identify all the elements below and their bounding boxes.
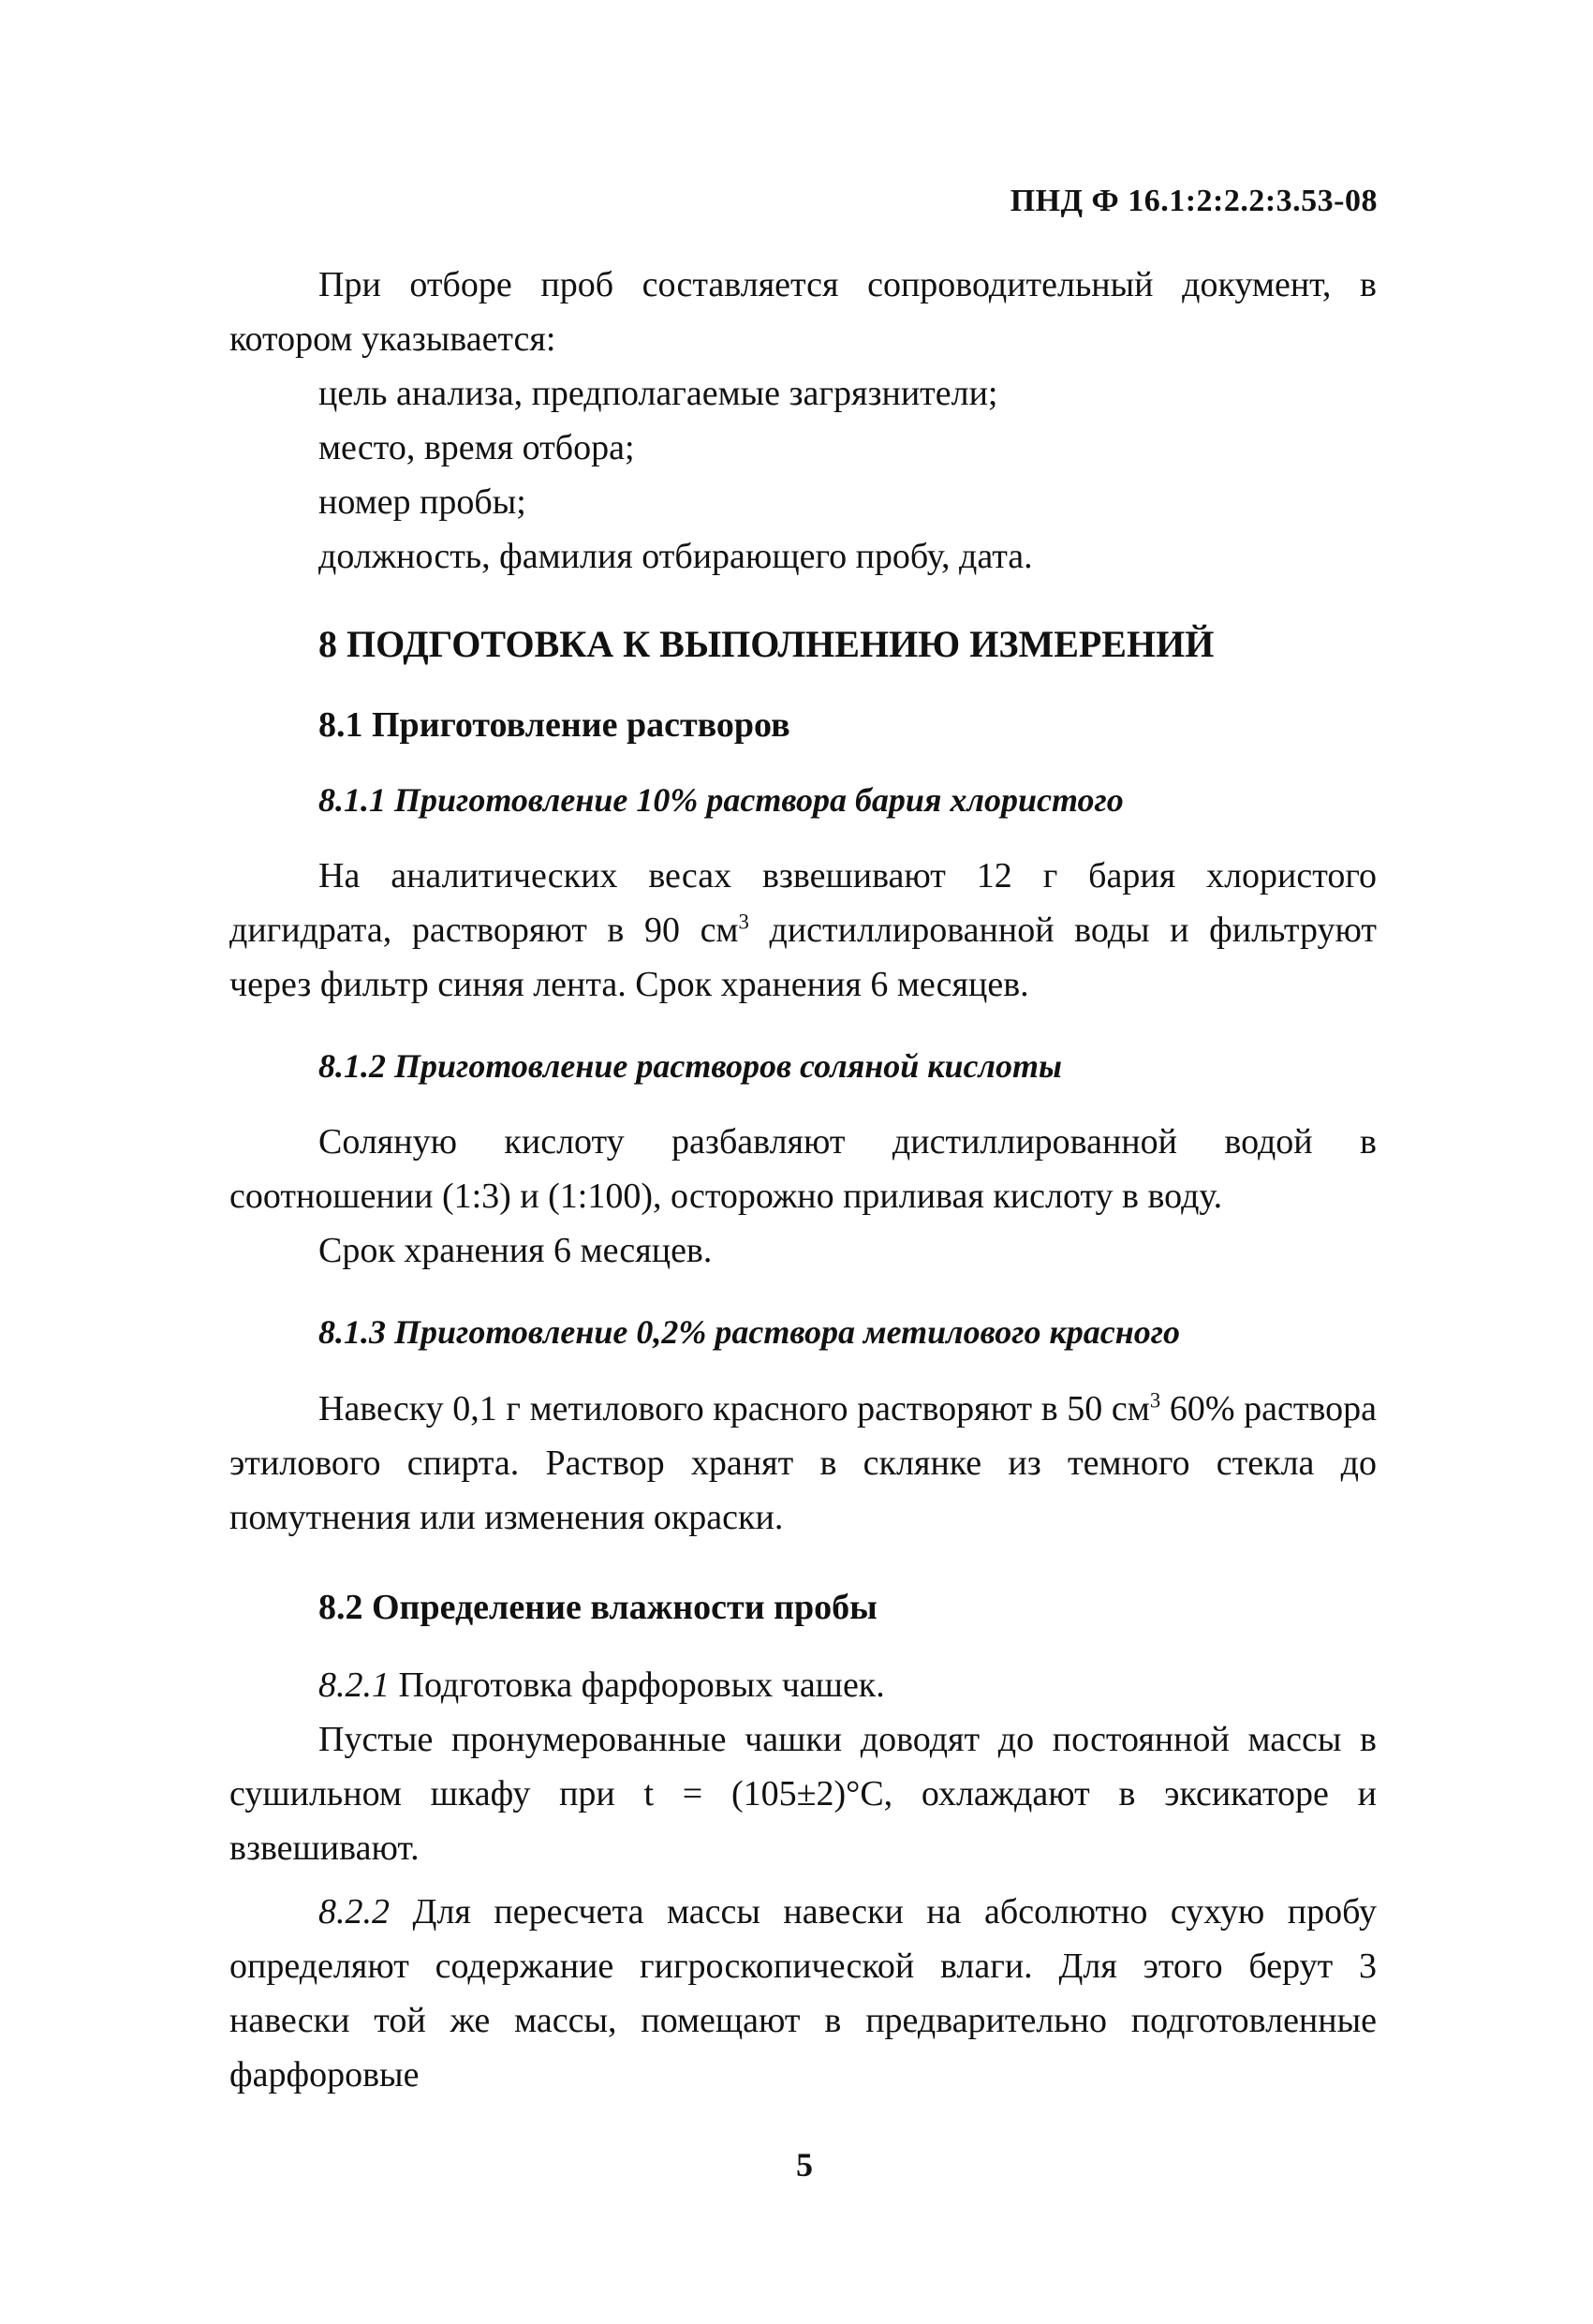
page-number: 5 xyxy=(796,2146,813,2183)
list-item: номер пробы; xyxy=(318,482,526,522)
text-part: Для пересчета массы навески на абсолютно сухую пробу определяют содержание гигроскопической влаги. Для этого берут 3 навески той же массы, помещают в предварительно подготовленные фарфоровые xyxy=(229,1891,1377,2095)
superscript: 3 xyxy=(738,910,749,934)
section-number: 8.2.2 xyxy=(318,1891,390,1932)
section-8-1-2-heading xyxy=(229,1042,1377,1090)
page-content xyxy=(229,258,1377,2102)
list-item: цель анализа, предполагаемые загрязнители; xyxy=(318,374,998,413)
section-number: 8.1.3 xyxy=(318,1313,386,1352)
section-title: Приготовление 10% раствора бария хлористого xyxy=(394,781,1124,820)
superscript: 3 xyxy=(1149,1388,1161,1412)
text-part: Навеску 0,1 г метилового красного растворяют в 50 см xyxy=(318,1388,1150,1428)
section-8-1-2-text: Соляную кислоту разбавляют дистиллированной водой в соотношении (1:3) и (1:100), осторожно приливая кислоту в воду. xyxy=(229,1122,1377,1217)
document-code: ПНД Ф 16.1:2:2.2:3.53-08 xyxy=(1010,184,1378,218)
section-number: 8.1.2 xyxy=(318,1047,386,1086)
section-8-2-1-text: Пустые пронумерованные чашки доводят до постоянной массы в сушильном шкафу при t = (105±2)°С, охлаждают в эксикаторе и взвешивают. xyxy=(229,1719,1377,1868)
section-number: 8.2.1 xyxy=(318,1665,390,1705)
section-8-1-3-heading xyxy=(229,1308,1377,1356)
section-8-1-heading: 8.1 Приготовление растворов xyxy=(318,705,790,745)
list-item: место, время отбора; xyxy=(318,428,635,467)
section-8-1-1-text xyxy=(229,849,1377,1012)
section-number: 8.1.1 xyxy=(318,781,386,820)
section-8-2-2-text xyxy=(229,1885,1377,2102)
intro-paragraph: При отборе проб составляется сопроводительный документ, в котором указывается: xyxy=(229,265,1377,359)
section-8-2-heading: 8.2 Определение влажности пробы xyxy=(318,1587,878,1627)
section-8-1-3-text xyxy=(229,1382,1377,1545)
text-part: дистиллированной воды и фильтруют через фильтр синяя лента. Срок хранения 6 месяцев. xyxy=(229,910,1377,1005)
text-part: 60% раствора этилового спирта. Раствор хранят в склянке из темного стекла до помутнения или изменения окраски. xyxy=(229,1388,1377,1537)
section-8-2-1-heading xyxy=(229,1658,1377,1712)
sample-document-list xyxy=(229,366,1377,584)
list-item: должность, фамилия отбирающего пробу, дата. xyxy=(318,537,1033,576)
section-title: Приготовление растворов соляной кислоты xyxy=(394,1047,1062,1086)
section-8-1-2-storage: Срок хранения 6 месяцев. xyxy=(318,1231,713,1271)
section-title: Подготовка фарфоровых чашек. xyxy=(390,1665,885,1705)
section-title: Приготовление 0,2% раствора метилового красного xyxy=(394,1313,1181,1352)
section-8-1-1-heading xyxy=(229,776,1377,824)
text-part: На аналитических весах взвешивают 12 г бария хлористого дигидрата, растворяют в 90 см xyxy=(229,856,1377,951)
section-8-heading: 8 ПОДГОТОВКА К ВЫПОЛНЕНИЮ ИЗМЕРЕНИЙ xyxy=(318,623,1215,665)
